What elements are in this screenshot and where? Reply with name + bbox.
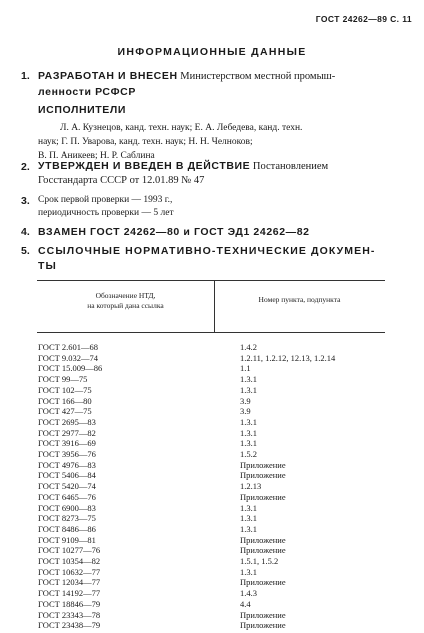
table-header-col-1 bbox=[37, 291, 214, 311]
table-cell-document: ГОСТ 3956—76 bbox=[38, 449, 96, 459]
table-row bbox=[38, 385, 398, 396]
table-cell-reference: 4.4 bbox=[240, 598, 251, 609]
table-column-divider bbox=[214, 280, 215, 332]
page-header: ГОСТ 24262—89 С. 11 bbox=[315, 14, 412, 24]
table-cell-reference: 1.5.2 bbox=[240, 449, 257, 459]
table-cell-reference: 1.4.3 bbox=[240, 588, 257, 599]
table-row bbox=[38, 460, 398, 471]
table-cell-reference: 1.2.11, 1.2.12, 12.13, 1.2.14 bbox=[240, 352, 336, 363]
table-cell-reference: Приложение bbox=[240, 577, 286, 588]
section-2-line-1-rest: Постановлением bbox=[250, 161, 329, 172]
section-1-number: 1. bbox=[21, 70, 30, 82]
table-cell-document: ГОСТ 9109—81 bbox=[38, 534, 96, 545]
table-cell-reference: 1.3.1 bbox=[240, 416, 257, 427]
table-cell-document: ГОСТ 10632—77 bbox=[38, 566, 101, 577]
table-cell-document: ГОСТ 23438—79 bbox=[38, 620, 101, 631]
table-cell-document: ГОСТ 14192—77 bbox=[38, 588, 101, 599]
table-cell-reference: 1.3.1 bbox=[240, 566, 257, 577]
table-row bbox=[38, 374, 398, 385]
table-cell-document: ГОСТ 102—75 bbox=[38, 384, 92, 395]
table-cell-document: ГОСТ 2.601—68 bbox=[38, 342, 99, 352]
table-row bbox=[38, 396, 398, 407]
table-cell-document: ГОСТ 9.032—74 bbox=[38, 352, 99, 363]
table-row bbox=[38, 492, 398, 503]
section-4-text: ВЗАМЕН ГОСТ 24262—80 и ГОСТ ЭД1 24262—82 bbox=[38, 226, 310, 238]
section-3-number: 3. bbox=[21, 195, 30, 207]
section-1-line-1-rest: Министерством местной промыш- bbox=[177, 71, 336, 82]
table-cell-reference: 1.4.2 bbox=[240, 342, 257, 352]
table-row bbox=[38, 417, 398, 428]
table-cell-document: ГОСТ 18846—79 bbox=[38, 598, 101, 609]
table-row bbox=[38, 588, 398, 599]
table-cell-reference: 1.3.1 bbox=[240, 384, 257, 395]
table-cell-document: ГОСТ 12034—77 bbox=[38, 577, 101, 588]
section-2-line-2: Госстандарта СССР от 12.01.89 № 47 bbox=[38, 175, 205, 186]
table-cell-document: ГОСТ 427—75 bbox=[38, 406, 92, 417]
table-row bbox=[38, 513, 398, 524]
section-1-line-2-text: ленности РСФСР bbox=[38, 86, 136, 98]
table-cell-document: ГОСТ 6465—76 bbox=[38, 491, 96, 502]
table-cell-document: ГОСТ 10277—76 bbox=[38, 545, 101, 556]
table-row bbox=[38, 620, 398, 631]
table-cell-reference: Приложение bbox=[240, 620, 286, 631]
table-cell-reference: 3.9 bbox=[240, 406, 251, 417]
table-row bbox=[38, 577, 398, 588]
table-cell-reference: 1.1 bbox=[240, 363, 251, 374]
table-row bbox=[38, 406, 398, 417]
table-row bbox=[38, 599, 398, 610]
table-cell-document: ГОСТ 23343—78 bbox=[38, 609, 101, 620]
table-row bbox=[38, 545, 398, 556]
section-5-line-2: ТЫ bbox=[38, 260, 57, 272]
table-top-rule bbox=[37, 280, 385, 281]
table-cell-document: ГОСТ 2977—82 bbox=[38, 427, 96, 438]
document-title: ИНФОРМАЦИОННЫЕ ДАННЫЕ bbox=[117, 46, 307, 58]
section-1-line-2 bbox=[38, 85, 414, 100]
table-cell-reference: 1.2.13 bbox=[240, 481, 262, 492]
table-header-col-2: Номер пункта, подпункта bbox=[258, 295, 341, 304]
table-cell-document: ГОСТ 99—75 bbox=[38, 374, 88, 385]
section-3-line-1: Срок первой проверки — 1993 г., bbox=[38, 195, 173, 205]
table-cell-reference: 1.5.1, 1.5.2 bbox=[240, 556, 279, 566]
table-row bbox=[38, 363, 398, 374]
table-row bbox=[38, 438, 398, 449]
table-cell-reference: 1.3.1 bbox=[240, 374, 257, 385]
section-2-line-1 bbox=[38, 159, 414, 174]
executors-heading: ИСПОЛНИТЕЛИ bbox=[38, 104, 127, 116]
table-cell-document: ГОСТ 2695—83 bbox=[38, 416, 96, 427]
executors-line-2: наук; Г. П. Уварова, канд. техн. наук; Н. Н. Челноков; bbox=[38, 137, 253, 147]
section-4-number: 4. bbox=[21, 226, 30, 238]
table-row bbox=[38, 470, 398, 481]
table-cell-reference: Приложение bbox=[240, 545, 286, 556]
table-cell-document: ГОСТ 5406—84 bbox=[38, 470, 96, 481]
executors-line-1: Л. А. Кузнецов, канд. техн. наук; Е. А. Лебедева, канд. техн. bbox=[60, 123, 303, 133]
section-1-line-1 bbox=[38, 69, 414, 84]
table-cell-reference: Приложение bbox=[240, 491, 286, 502]
table-header-col-1-line-2: на который дана ссылка bbox=[87, 301, 164, 310]
table-cell-document: ГОСТ 10354—82 bbox=[38, 556, 101, 566]
table-cell-document: ГОСТ 4976—83 bbox=[38, 459, 96, 470]
table-cell-reference: 1.3.1 bbox=[240, 513, 257, 524]
table-row bbox=[38, 353, 398, 364]
table-cell-reference: Приложение bbox=[240, 470, 286, 481]
table-cell-reference: 1.3.1 bbox=[240, 502, 257, 513]
table-row bbox=[38, 503, 398, 514]
section-2-number: 2. bbox=[21, 161, 30, 173]
table-header-col-1-line-1: Обозначение НТД, bbox=[95, 291, 156, 300]
table-cell-document: ГОСТ 5420—74 bbox=[38, 481, 96, 492]
table-row bbox=[38, 556, 398, 567]
table-cell-document: ГОСТ 6900—83 bbox=[38, 502, 96, 513]
section-2-heading: УТВЕРЖДЕН И ВВЕДЕН В ДЕЙСТВИЕ bbox=[38, 160, 251, 172]
section-5-number: 5. bbox=[21, 245, 30, 257]
table-cell-reference: Приложение bbox=[240, 459, 286, 470]
section-3-line-2: периодичность проверки — 5 лет bbox=[38, 208, 174, 218]
table-cell-document: ГОСТ 8486—86 bbox=[38, 523, 96, 534]
table-cell-reference: 1.3.1 bbox=[240, 523, 257, 534]
table-header-rule bbox=[37, 332, 385, 333]
table-cell-document: ГОСТ 8273—75 bbox=[38, 513, 96, 524]
table-row bbox=[38, 567, 398, 578]
table-cell-document: ГОСТ 166—80 bbox=[38, 395, 92, 406]
table-row bbox=[38, 535, 398, 546]
table-cell-reference: Приложение bbox=[240, 609, 286, 620]
table-cell-document: ГОСТ 3916—69 bbox=[38, 438, 96, 449]
table-row bbox=[38, 342, 398, 353]
table-row bbox=[38, 449, 398, 460]
section-5-line-1: ССЫЛОЧНЫЕ НОРМАТИВНО-ТЕХНИЧЕСКИЕ ДОКУМЕН- bbox=[38, 245, 376, 257]
executors-line-3: В. П. Аникеев; Н. Р. Саблина bbox=[38, 151, 155, 161]
table-cell-reference: 1.3.1 bbox=[240, 438, 257, 449]
table-row bbox=[38, 524, 398, 535]
table-cell-document: ГОСТ 15.009—86 bbox=[38, 363, 103, 374]
table-cell-reference: 3.9 bbox=[240, 395, 251, 406]
table-row bbox=[38, 428, 398, 439]
table-row bbox=[38, 610, 398, 621]
section-1-heading: РАЗРАБОТАН И ВНЕСЕН bbox=[38, 70, 178, 82]
table-row bbox=[38, 481, 398, 492]
table-cell-reference: Приложение bbox=[240, 534, 286, 545]
table-cell-reference: 1.3.1 bbox=[240, 427, 257, 438]
